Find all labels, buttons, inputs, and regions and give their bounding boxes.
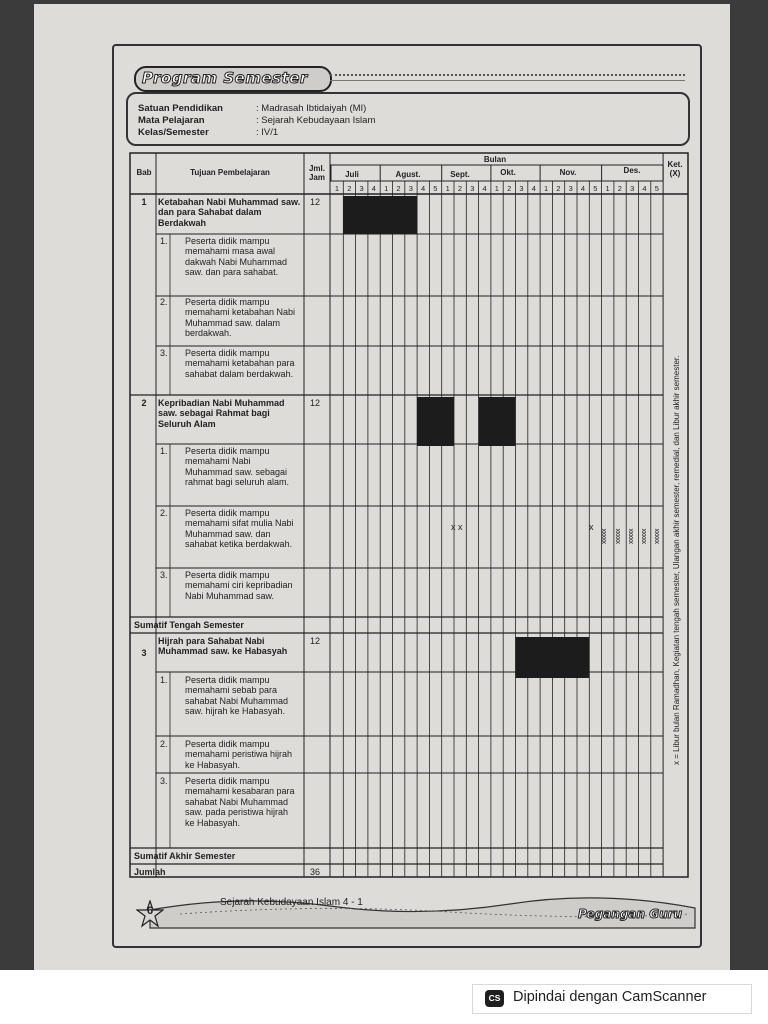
footer-book-title: Sejarah Kebudayaan Islam 4 - 1: [220, 897, 363, 908]
item-text: Peserta didik mampu memahami kesabaran para sahabat Nabi Muhammad saw. pada peristiwa hijrah ke Habasyah.: [185, 776, 295, 828]
week-number: 1: [544, 184, 549, 193]
week-number: 2: [396, 184, 401, 193]
item-number: 2.: [160, 508, 168, 518]
week-number: 2: [457, 184, 463, 193]
item-number: 1.: [160, 675, 168, 685]
item-text: Peserta didik mampu memahami masa awal dakwah Nabi Muhammad saw. dan para sahabat.: [185, 236, 288, 278]
item-number: 3.: [160, 348, 168, 358]
week-number: 3: [408, 184, 413, 193]
header-bab: Bab: [136, 168, 152, 177]
week-number: 2: [347, 184, 352, 193]
header-ket: Ket. (X): [667, 160, 683, 178]
footer-guide-label: Pegangan Guru: [578, 907, 683, 921]
holiday-mark: x x: [451, 522, 463, 532]
bab-number: 2: [141, 398, 147, 408]
identity-box: [126, 92, 690, 146]
title-ornament-rule: [330, 74, 685, 81]
title-badge: [134, 66, 332, 92]
holiday-mark: x: [589, 522, 594, 532]
item-number: 2.: [160, 297, 168, 307]
identity-value: : IV/1: [256, 127, 279, 138]
week-number: 1: [384, 184, 389, 193]
item-text: Peserta didik mampu memahami sifat mulia Nabi Muhammad saw. dan sahabat ketika berdakwah.: [185, 508, 294, 550]
month-label: Sept.: [450, 170, 470, 179]
holiday-mark-vertical: xxxxx: [628, 529, 635, 544]
week-number: 4: [482, 184, 487, 193]
month-label: Agust.: [395, 170, 421, 179]
holiday-mark-vertical: xxxxx: [615, 529, 622, 544]
identity-label: Satuan Pendidikan: [138, 103, 223, 114]
item-number: 2.: [160, 739, 168, 749]
item-text: Peserta didik mampu memahami ketabahan Nabi Muhammad saw. dalam berdakwah.: [185, 297, 296, 339]
sumatif-akhir-label: Sumatif Akhir Semester: [134, 851, 236, 861]
month-label: Des.: [623, 166, 641, 175]
week-number: 4: [580, 184, 586, 193]
bab-title: Kepribadian Nabi Muhammad saw. sebagai Rahmat bagi Seluruh Alam: [158, 398, 285, 429]
week-number: 4: [531, 184, 536, 193]
week-number: 1: [334, 184, 340, 193]
month-label: Juli: [345, 170, 359, 179]
week-number: 4: [371, 184, 376, 193]
week-number: 4: [421, 184, 426, 193]
holiday-mark-vertical: xxxxx: [654, 529, 661, 544]
title-banner: [124, 62, 689, 92]
camscanner-logo-icon: CS: [485, 990, 504, 1007]
week-number: 1: [445, 184, 450, 193]
item-number: 1.: [160, 446, 168, 456]
holiday-mark-vertical: xxxxx: [641, 529, 648, 544]
item-text: Peserta didik mampu memahami sebab para sahabat Nabi Muhammad saw. hijrah ke Habasyah.: [185, 675, 289, 717]
week-number: 3: [519, 184, 524, 193]
item-number: 1.: [160, 236, 168, 246]
month-label: Okt.: [500, 168, 516, 177]
header-jml-jam: Jml. Jam: [308, 164, 325, 182]
jam-value: 12: [310, 197, 321, 207]
jam-value: 12: [310, 398, 321, 408]
item-text: Peserta didik mampu memahami Nabi Muhammad saw. sebagai rahmat bagi seluruh alam.: [185, 446, 290, 488]
week-number: 3: [568, 184, 573, 193]
page-title: Program Semester: [142, 69, 308, 87]
week-number: 2: [507, 184, 512, 193]
identity-value: : Madrasah Ibtidaiyah (MI): [256, 103, 367, 114]
bab-number: 1: [141, 197, 147, 207]
jumlah-value: 36: [310, 867, 321, 877]
week-number: 2: [556, 184, 561, 193]
identity-value: : Sejarah Kebudayaan Islam: [256, 115, 376, 126]
header-bulan: Bulan: [483, 155, 507, 164]
week-number: 4: [642, 184, 647, 193]
bab-title: Ketabahan Nabi Muhammad saw. dan para Sahabat dalam Berdakwah: [158, 197, 301, 228]
page-number: 6: [146, 905, 154, 917]
item-text: Peserta didik mampu memahami ciri kepribadian Nabi Muhammad saw.: [185, 570, 293, 601]
week-number: 3: [630, 184, 635, 193]
month-label: Nov.: [559, 168, 577, 177]
legend-note: x = Libur bulan Ramadhan, Kegiatan tengah semester, Ulangan akhir semester, remedial, dan Libur akhir semester.: [672, 355, 681, 765]
week-number: 2: [617, 184, 622, 193]
bab-number: 3: [141, 648, 147, 658]
scanner-text: Dipindai dengan CamScanner: [513, 989, 707, 1005]
item-text: Peserta didik mampu memahami peristiwa hijrah ke Habasyah.: [185, 739, 293, 770]
week-number: 5: [654, 184, 659, 193]
week-number: 3: [359, 184, 364, 193]
item-text: Peserta didik mampu memahami ketabahan para sahabat dalam berdakwah.: [185, 348, 295, 379]
jam-value: 12: [310, 636, 321, 646]
week-number: 5: [433, 184, 438, 193]
identity-label: Kelas/Semester: [138, 127, 209, 138]
holiday-mark-vertical: xxxxx: [601, 529, 608, 544]
sumatif-tengah-label: Sumatif Tengah Semester: [134, 620, 244, 630]
item-number: 3.: [160, 776, 168, 786]
item-number: 3.: [160, 570, 168, 580]
bab-title: Hijrah para Sahabat Nabi Muhammad saw. ke Habasyah: [158, 636, 288, 657]
week-number: 1: [494, 184, 499, 193]
identity-label: Mata Pelajaran: [138, 115, 205, 126]
header-tujuan: Tujuan Pembelajaran: [190, 168, 270, 177]
jumlah-label: Jumlah: [134, 867, 166, 877]
week-number: 3: [470, 184, 475, 193]
page-footer: [120, 888, 700, 932]
scanner-watermark: [472, 984, 752, 1014]
week-number: 1: [605, 184, 610, 193]
week-number: 5: [593, 184, 598, 193]
